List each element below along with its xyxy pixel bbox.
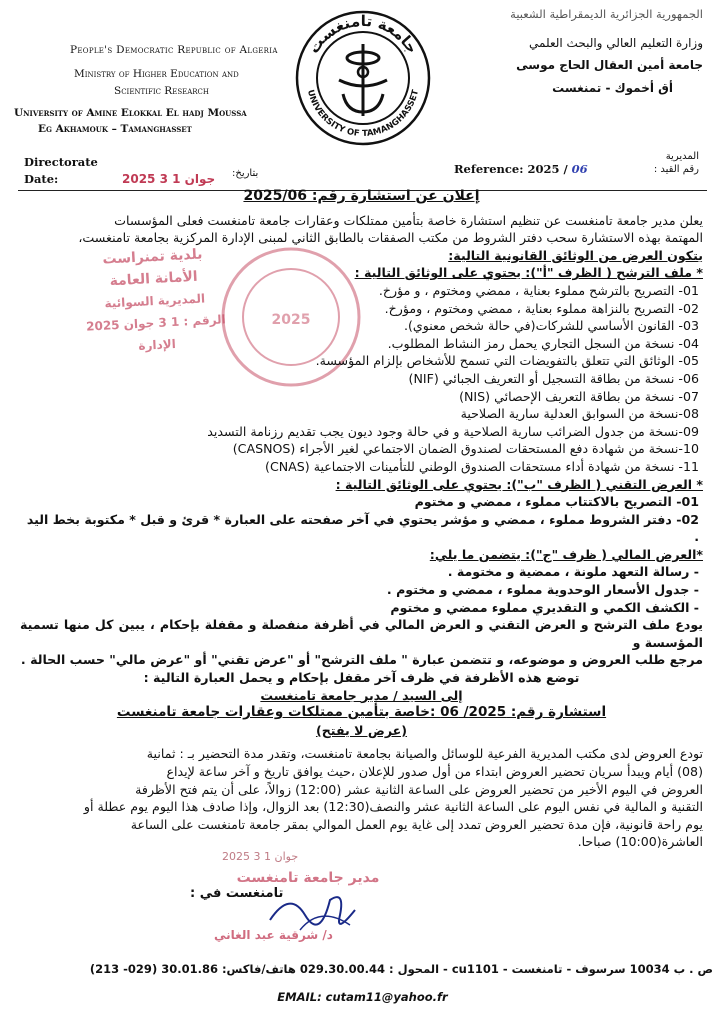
directorate-ar: المديرية <box>665 151 699 162</box>
logo-bottom-text: UNIVERSITY OF TAMANGHASSET <box>304 88 422 140</box>
section-c-title: *العرض المالي ( ظرف "ج"): يتضمن ما يلي: <box>429 546 703 562</box>
director-stamp: مدير جامعة تامنغست <box>236 870 380 886</box>
list-item: 07- نسخة من بطاقة التعريف الإحصائي (NIS) <box>459 388 699 404</box>
footer-email: EMAIL: cutam11@yahoo.fr <box>277 990 448 1004</box>
date-label: Date: <box>24 172 59 186</box>
list-item: - الكشف الكمي و التقديري مملوء ممضي و مختوم <box>390 599 699 615</box>
header-ar-ministry: وزارة التعليم العالي والبحث العلمي <box>529 35 703 50</box>
header-en-city: Eg Akhamouk – Tamanghasset <box>38 123 192 136</box>
signer-name: د/ شرقية عبد الغاني <box>214 928 333 942</box>
header-en-university: University of Amine Elokkal El hadj Moussa <box>14 106 247 119</box>
header-english <box>14 42 314 137</box>
list-item: 10-نسخة من شهادة دفع المستحقات لصندوق الضمان الاجتماعي لغير الأجراء (CASNOS) <box>232 441 699 457</box>
header-arabic <box>423 6 703 98</box>
municipal-stamp-line4: الرقم : 1 3 جوان 2025 <box>85 312 227 334</box>
date-label-ar: بتاريخ: <box>232 168 259 179</box>
list-item: - رسالة التعهد ملونة ، ممضية و مختومة . <box>447 564 699 580</box>
footer-contact: ص . ب 10034 سرسوف - تامنغست - cu1101 - المحول : 029.30.00.44 هاتف/فاكس: 30.01.86 (029- 213) <box>89 962 713 976</box>
final-line-6: العاشرة(10:00) صباحا. <box>577 834 703 850</box>
section-a-list <box>20 282 703 476</box>
section-a-title: * ملف الترشح ( الظرف "أ"): يحتوي على الوثائق التالية : <box>354 265 703 281</box>
address-line-1: إلى السيد / مدير جامعة تامنغست <box>260 687 463 703</box>
municipal-stamp-line1: بلدية تمنراست <box>102 246 203 268</box>
municipal-stamp-line3: المديرية السوائية <box>104 291 206 311</box>
ref-stamp-date: 2025 جوان 1 3 <box>122 172 216 186</box>
round-stamp-date: 2025 <box>271 312 311 328</box>
address-line-3: (عرض لا يفتح) <box>315 722 408 738</box>
header-en-republic: People's Democratic Republic of Algeria <box>70 44 278 56</box>
list-item: - جدول الأسعار الوحدوية مملوء ، ممضي و مختوم . <box>386 582 699 598</box>
notice-title: إعلان عن استشارة رقم: 2025/06 <box>243 188 480 204</box>
list-item: 03- القانون الأساسي للشركات(في حالة شخص معنوي). <box>403 318 699 334</box>
intro-line-2: المهتمة بهذه الاستشارة سحب دفتر الشروط من مكتب الصفقات بالطابق الثاني لمبنى الإدارة المركزية بجامعة تامنغست، <box>78 230 703 246</box>
header-ar-city: أق أخموك - تمنغست <box>552 81 673 95</box>
address-line-2: استشارة رقم: 2025/ 06 :خاصة بتأمين ممتلكات وعقارات جامعة تامنغست <box>116 704 607 721</box>
list-item: 01- التصريح بالاكتتاب مملوء ، ممضي و مختوم <box>414 494 699 510</box>
list-item: 06- نسخة من بطاقة التسجيل أو التعريف الجبائي (NIF) <box>408 370 699 386</box>
final-line-3: العروض في اليوم الأخير من تحضير العروض على الساعة الثانية عشر (12:00) زوالاً، على أن يتم فتح الأظرفة <box>135 781 703 797</box>
intro-line-3: يتكون العرض من الوثائق القانونية التالية: <box>448 247 703 263</box>
municipal-stamp-line5: الإدارة <box>138 336 177 353</box>
deposit-line-1: يودع ملف الترشح و العرض التقني و العرض المالي في أظرفة منفصلة و مقفلة بإحكام ، يبين كل منها تسمية المؤسسة و <box>20 617 703 650</box>
municipal-stamp-line2: الأمانة العامة <box>109 268 199 290</box>
bottom-stamp-date: 2025 جوان 1 3 <box>222 850 299 863</box>
final-line-1: تودع العروض لدى مكتب المديرية الفرعية للوسائل والصيانة بجامعة تامنغست، وتقدر مدة التحضير بـ : ثمانية <box>146 746 703 762</box>
reference-number: 06 <box>571 162 588 176</box>
list-item: 04- نسخة من السجل التجاري يحمل رمز النشاط المطلوب. <box>387 335 699 351</box>
final-line-4: التقنية و المالية في نفس اليوم على الساعة الثانية عشر والنصف(12:30) بعد الزوال، وإذا صادف هذا اليوم يوم عطلة أو <box>83 799 703 815</box>
reference-row <box>14 150 707 190</box>
directorate-label: Directorate <box>24 155 98 169</box>
list-item: 09-نسخة من جدول الضرائب سارية الصلاحية و في حالة وجود ديون يجب تقديم رزنامة التسديد <box>207 423 699 439</box>
header-ar-republic: الجمهورية الجزائرية الديمقراطية الشعبية <box>510 7 703 21</box>
list-item: 02- التصريح بالنزاهة مملوء بعناية ، ممضي ومختوم ، ومؤرخ. <box>384 300 699 316</box>
section-b-title: * العرض التقني ( الظرف "ب"): يحتوي على الوثائق التالية : <box>335 476 703 492</box>
intro-line-1: يعلن مدير جامعة تامنغست عن تنظيم استشارة خاصة بتأمين ممتلكات وعقارات جامعة تامنغست فعلى المؤسسات <box>114 212 703 228</box>
final-line-5: يوم راحة قانونية، فإن مدة تحضير العروض تمدد إلى غاية يوم العمل الموالي بمقر جامعة تامنغست على الساعة <box>130 816 703 832</box>
reference-field <box>454 162 588 176</box>
list-item: 08-نسخة من السوابق العدلية سارية الصلاحية <box>460 406 699 422</box>
place-date: تامنغست في : <box>190 886 284 901</box>
deposit-line-2: مرجع طلب العروض و موضوعه، و تتضمن عبارة " ملف الترشح" أو "عرض تقني" أو "عرض مالي" حسب الحالة . <box>20 652 703 668</box>
ref-ar: رقم القيد : <box>653 164 699 175</box>
list-item: 11- نسخة من شهادة أداء مستحقات الصندوق الوطني للتأمينات الاجتماعية (CNAS) <box>265 458 699 474</box>
ref-right-ar <box>654 150 699 176</box>
university-logo <box>293 8 433 148</box>
list-item: 01- التصريح بالترشح مملوء بعناية ، ممضي ومختوم ، و مؤرخ. <box>378 282 699 298</box>
list-item: 02- دفتر الشروط مملوء ، ممضي و مؤشر يحتوي في آخر صفحته على العبارة * قرئ و قبل * مكتوبة بخط اليد . <box>26 511 699 545</box>
final-line-2: (08) أيام ويبدأ سريان تحضير العروض ابتداء من أول صدور للإعلان ،حيث يوافق تاريخ و آخر ساعة لإيداع <box>166 764 703 779</box>
header-ar-university: جامعة أمين العقال الحاج موسى <box>516 58 703 73</box>
deposit-line-3: توضع هذه الأظرفة في ظرف آخر مقفل بإحكام و يحمل العبارة التالية : <box>143 670 580 686</box>
notice-body <box>20 188 703 851</box>
ref-left <box>24 154 98 188</box>
list-item: 05- الوثائق التي تتعلق بالتفويضات التي تسمح للأشخاص بإلزام المؤسسة. <box>315 353 699 369</box>
header-en-research: Scientific Research <box>114 84 210 97</box>
header-en-ministry: Ministry of Higher Education and <box>74 68 239 81</box>
logo-top-text: جامعة تامنغست <box>304 11 422 57</box>
reference-label: Reference: 2025 / <box>454 162 568 176</box>
